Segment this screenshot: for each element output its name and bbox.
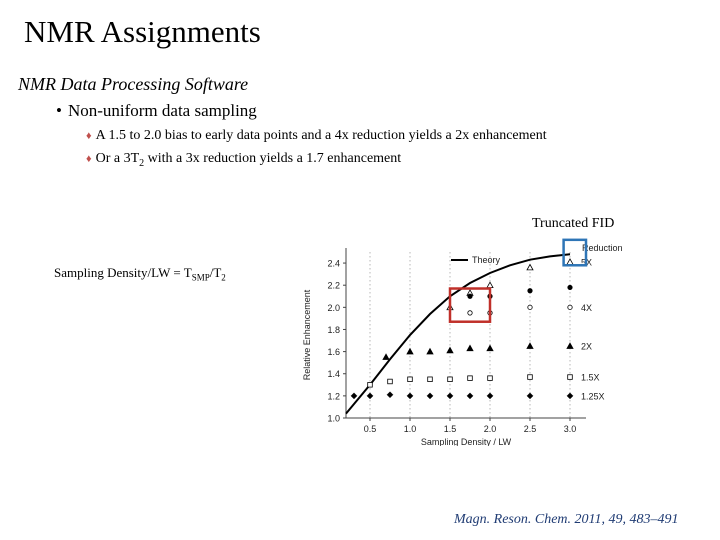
point-filled-circle	[468, 294, 472, 298]
enhancement-chart	[296, 236, 636, 446]
point-1-5x	[368, 383, 373, 388]
sampling-mid: /T	[209, 265, 222, 280]
legend-label: 2X	[581, 341, 593, 352]
sampling-sub: SMP	[191, 272, 210, 283]
point-2x	[383, 354, 389, 359]
sub-bullet-2-subscript: 2	[139, 157, 145, 169]
sub-bullet-1-text: A 1.5 to 2.0 bias to early data points and a 4x reduction yields a 2x enhancement	[95, 128, 547, 143]
point-5x	[487, 282, 493, 287]
diamond-bullet-icon: ♦	[86, 153, 92, 165]
point-1-25x	[351, 393, 357, 399]
sub-bullet-2-post: with a 3x reduction yields a 1.7 enhancement	[144, 151, 402, 166]
slide-subtitle: NMR Data Processing Software	[18, 74, 249, 94]
point-2x	[567, 343, 573, 348]
sub-bullet-2-pre: Or a 3T	[95, 151, 140, 166]
point-5x	[567, 259, 573, 264]
point-2x	[527, 343, 533, 348]
chart-points	[351, 259, 573, 399]
point-1-25x	[487, 393, 493, 399]
point-1-5x	[488, 376, 493, 381]
legend-theory-label: Theory	[472, 255, 501, 265]
point-4x	[528, 305, 532, 309]
citation: Magn. Reson. Chem. 2011, 49, 483–491	[454, 512, 679, 527]
sampling-sub2: 2	[221, 272, 226, 283]
legend-label: 1.5X	[581, 372, 600, 383]
x-tick-label: 2.0	[483, 424, 497, 434]
point-1-25x	[567, 393, 573, 399]
point-1-5x	[568, 375, 573, 380]
legend-title: Reduction	[582, 243, 623, 253]
point-1-25x	[367, 393, 373, 399]
theory-series	[346, 254, 570, 413]
y-tick-label: 1.8	[327, 324, 340, 335]
point-4x	[468, 311, 472, 315]
main-bullet	[56, 101, 257, 121]
point-1-5x	[468, 376, 473, 381]
main-bullet-text: Non-uniform data sampling	[67, 101, 257, 120]
x-tick-label: 0.5	[363, 424, 377, 434]
point-2x	[467, 345, 473, 350]
slide-title: NMR Assignments	[24, 14, 261, 49]
point-2x	[447, 347, 453, 352]
point-1-25x	[447, 393, 453, 399]
point-5x	[527, 264, 533, 269]
point-1-25x	[467, 393, 473, 399]
point-1-5x	[428, 377, 433, 382]
y-tick-label: 2.0	[327, 302, 340, 313]
sub-bullet-2	[86, 151, 401, 169]
bullet-dot-icon: •	[56, 101, 62, 120]
y-tick-label: 2.4	[327, 258, 340, 269]
point-1-25x	[427, 393, 433, 399]
y-axis-title: Relative Enhancement	[302, 289, 312, 381]
point-2x	[407, 349, 413, 354]
point-1-5x	[448, 377, 453, 382]
diamond-bullet-icon: ♦	[86, 130, 92, 142]
point-4x	[568, 305, 572, 309]
x-tick-label: 1.0	[403, 424, 417, 434]
truncated-fid-label: Truncated FID	[532, 216, 615, 231]
y-tick-label: 1.6	[327, 347, 340, 358]
point-2x	[427, 349, 433, 354]
theory-line	[346, 254, 570, 413]
y-tick-label: 1.2	[327, 391, 340, 402]
sampling-density-label	[54, 265, 226, 283]
y-tick-label: 1.0	[327, 413, 340, 424]
x-tick-label: 1.5	[443, 424, 457, 434]
sampling-pre: Sampling Density/LW = T	[54, 265, 192, 280]
point-1-25x	[407, 393, 413, 399]
x-tick-label: 3.0	[563, 424, 577, 434]
point-1-5x	[408, 377, 413, 382]
point-filled-circle	[528, 289, 532, 293]
point-1-25x	[527, 393, 533, 399]
x-axis-title: Sampling Density / LW	[420, 437, 512, 446]
x-tick-label: 2.5	[523, 424, 537, 434]
point-1-5x	[528, 375, 533, 380]
legend-label: 4X	[581, 302, 593, 313]
highlight-boxes	[450, 240, 586, 322]
point-1-25x	[387, 392, 393, 398]
legend-label: 1.25X	[581, 391, 605, 402]
sub-bullet-1	[86, 128, 547, 144]
y-tick-label: 2.2	[327, 280, 340, 291]
point-1-5x	[388, 379, 393, 384]
legend-label: 5X	[581, 257, 593, 268]
chart-axes	[302, 248, 586, 446]
y-tick-label: 1.4	[327, 369, 340, 380]
point-filled-circle	[568, 285, 572, 289]
point-2x	[487, 345, 493, 350]
